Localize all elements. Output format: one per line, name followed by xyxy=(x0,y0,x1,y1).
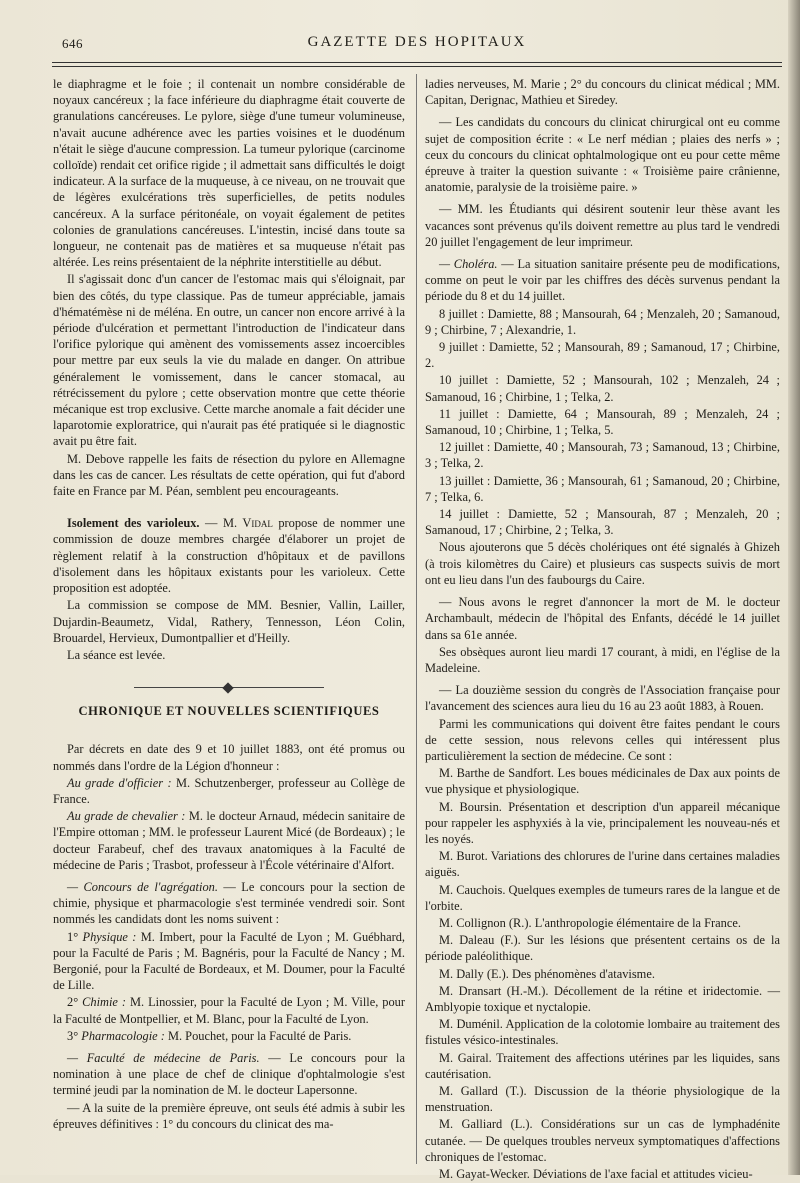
paragraph-text: M. Linossier, pour la Faculté de Lyon ; M. Ville, pour la Faculté de Montpellier, et M. Blanc, pour la Faculté de Lyon. xyxy=(53,995,405,1026)
communication-item: M. Boursin. Présentation et description d'un appareil mécanique pour rappeler les asphyxiés à la vie, principalement les nouveau-nés et les noyés. xyxy=(425,799,780,846)
italic-lead: Physique : xyxy=(82,929,137,944)
page-header xyxy=(52,32,782,58)
paragraph: ladies nerveuses, M. Marie ; 2° du concours du clinicat médical ; MM. Capitan, Derignac, Mathieu et Siredey. xyxy=(425,77,780,108)
communication-item: M. Duménil. Application de la colotomie lombaire au traitement des fistules vésico-intestinales. xyxy=(425,1017,780,1048)
column-divider xyxy=(416,74,417,1164)
communication-item: M. Galliard (L.). Considérations sur un cas de lymphadénite cutanée. — De quelques troubles nerveux symptomatiques d'affections chroniques de l'estomac. xyxy=(425,1117,780,1164)
page-number: 646 xyxy=(62,36,83,51)
paragraph: Nous ajouterons que 5 décès cholériques ont été signalés à Ghizeh (à trois kilomètres du Caire) et plusieurs cas suspects suivis de mort ont eu lieu dans l'un des faubourgs du Caire. xyxy=(425,540,780,587)
paragraph-text: M. Pouchet, pour la Faculté de Paris. xyxy=(164,1028,352,1043)
paragraph: M. Debove rappelle les faits de résection du pylore en Allemagne dans les cas de cancer. Les résultats de cette opération, qui fut d'abord faite en France par M. Péan, semblent peu encourageants. xyxy=(53,451,405,499)
section-lead: Isolement des varioleux. xyxy=(67,516,200,531)
right-column xyxy=(425,76,780,1183)
italic-lead: Au grade de chevalier : xyxy=(67,809,186,824)
paragraph xyxy=(53,1050,405,1099)
cholera-entry: 10 juillet : Damiette, 52 ; Mansourah, 102 ; Menzaleh, 24 ; Samanoud, 16 ; Chirbine, 1 ; Telka, 2. xyxy=(425,373,780,404)
communication-item: M. Barthe de Sandfort. Les boues médicinales de Dax aux points de vue physique et physiologique. xyxy=(425,766,780,797)
dash: — xyxy=(199,516,223,531)
paragraph: — MM. les Étudiants qui désirent soutenir leur thèse avant les vacances sont prévenus qu'ils doivent remettre au plus tard le vendredi 20 juillet l'engagement de leur imprimeur. xyxy=(425,202,780,249)
cholera-entry: 11 juillet : Damiette, 64 ; Mansourah, 89 ; Menzaleh, 24 ; Samanoud, 10 ; Chirbine, 1 ; Telka, 5. xyxy=(425,406,780,438)
cholera-entry: 9 juillet : Damiette, 52 ; Mansourah, 89 ; Samanoud, 17 ; Chirbine, 2. xyxy=(425,340,780,371)
paragraph: La commission se compose de MM. Besnier, Vallin, Lailler, Dujardin-Beaumetz, Vidal, Rathery, Tennesson, Léon Colin, Brouardel, Hervieux, Dumontpallier et d'Heilly. xyxy=(53,598,405,645)
cholera-entry: 12 juillet : Damiette, 40 ; Mansourah, 73 ; Samanoud, 13 ; Chirbine, 3 ; Telka, 2. xyxy=(425,440,780,471)
paragraph-text: — Le concours pour la section de chimie, physique et pharmacologie s'est terminée vendredi soir. Sont nommés les candidats dont les noms suivent : xyxy=(53,879,405,927)
paragraph-text: M. Imbert, pour la Faculté de Lyon ; M. Guébhard, pour la Faculté de Paris ; M. Bagnéris, pour la Faculté de Nancy ; M. Bergonié, pour la Faculté de Bordeaux, et M. Doumer, pour la Faculté de Lille. xyxy=(53,929,405,993)
italic-lead: Au grade d'officier : xyxy=(67,775,172,790)
paragraph xyxy=(53,994,405,1026)
ornament-diamond xyxy=(222,682,233,693)
paragraph xyxy=(425,256,780,305)
italic-lead: Chimie : xyxy=(82,995,127,1010)
communication-item: M. Dally (E.). Des phénomènes d'atavisme. xyxy=(439,966,655,981)
paragraph-text: M. le docteur Arnaud, médecin sanitaire de l'Empire ottoman ; MM. le professeur Laurent Micé (de Bordeaux) ; le docteur Farabeuf, chef des travaux anatomiques à la Faculté de médecine de Paris ; Trasbot, professeur à l'École vétérinaire d'Alfort. xyxy=(53,809,405,872)
communication-item: M. Burot. Variations des chlorures de l'urine dans certaines maladies aiguës. xyxy=(425,849,780,880)
left-column xyxy=(53,76,405,1133)
paragraph xyxy=(53,1028,405,1044)
paragraph-varioleux xyxy=(53,515,405,596)
cholera-entry: 8 juillet : Damiette, 88 ; Mansourah, 64 ; Menzaleh, 20 ; Samanoud, 9 ; Chirbine, 7 ; Alexandrie, 1. xyxy=(425,306,780,337)
communication-item: M. Daleau (F.). Sur les lésions que présentent certains os de la période paléolithique. xyxy=(425,933,780,964)
paragraph-text: M. Schutzenberger, professeur au Collège de France. xyxy=(53,775,405,806)
communication-item: M. Dransart (H.-M.). Décollement de la rétine et iridectomie. — Amblyopie toxique et nyctalopie. xyxy=(425,983,780,1014)
communication-item: M. Gallard (T.). Discussion de la théorie physiologique de la menstruation. xyxy=(425,1083,780,1115)
paragraph-text: — La situation sanitaire présente peu de modifications, comme on peut le voir par les chiffres des décès survenus pendant la période du 8 et du 14 juillet. xyxy=(425,257,780,304)
italic-lead: — Choléra. xyxy=(439,257,498,272)
paragraph xyxy=(53,775,405,807)
italic-lead: Pharmacologie : xyxy=(81,1028,165,1043)
list-number: 2° xyxy=(67,995,83,1010)
communication-item: M. Cauchois. Quelques exemples de tumeurs rares de la langue et de l'orbite. xyxy=(425,882,780,913)
paragraph: — A la suite de la première épreuve, ont seuls été admis à subir les épreuves définitives : 1° du concours du clinicat des ma- xyxy=(53,1100,405,1131)
page-edge-shadow xyxy=(788,0,800,1175)
paragraph: Par décrets en date des 9 et 10 juillet 1883, ont été promus ou nommés dans l'ordre de la Légion d'honneur : xyxy=(53,742,405,773)
header-rule-thin xyxy=(52,66,782,67)
paragraph xyxy=(53,879,405,928)
italic-lead: — Concours de l'agrégation. xyxy=(67,879,218,894)
paragraph: Parmi les communications qui doivent être faites pendant le cours de cette session, nous relevons celles qui intéressent plus particulièrement la section de médecine. Ce sont : xyxy=(425,716,780,763)
header-rule xyxy=(52,62,782,63)
paragraph: — La douzième session du congrès de l'Association française pour l'avancement des sciences aura lieu du 16 au 23 août 1883, à Rouen. xyxy=(425,683,780,714)
communication-item: M. Gayat-Wecker. Déviations de l'axe facial et attitudes vicieu- xyxy=(439,1167,753,1181)
paragraph: Il s'agissait donc d'un cancer de l'estomac mais qui s'éloignait, par bien des côtés, du type classique. Pas de tumeur appréciable, jamais d'hématémèse ni de méléna. En outre, un cancer non encore arrivé à la période d'ulcération et permettant l'introduction de l'indicateur dans l'orifice pylorique qui amènent des vomissements assez incoercibles pour mettre par eux seuls la vie du malade en danger. On attribue généralement le vomissement, dans le cancer stomacal, au rétrécissement du pylore ; cette observation montre que cette théorie mécanique est trop exclusive. Cette marche anomale a fait décider une laparotomie exploratrice, qui n'aurait pas été pratiquée si le diagnostic avait pu être fait. xyxy=(53,272,405,449)
author-name: M. Vidal xyxy=(222,516,273,531)
communication-item: M. Gairal. Traitement des affections utérines par les liquides, sans cautérisation. xyxy=(425,1050,780,1081)
paragraph: le diaphragme et le foie ; il contenait un nombre considérable de noyaux cancéreux ; la face inférieure du diaphragme était couverte de granulations cancéreuses. Le pylore, siège d'une tumeur volumineuse, n'avait aucune adhérence avec les parties voisines et le duodénum n'était le siège d'aucune compression. La tumeur pylorique (carcinome colloïde) rendait cet orifice rigide ; il admettait sans difficultés le doigt indicateur. A la surface de la muqueuse, à ce niveau, on ne trouvait que de légères exulcérations très superficielles, de petits nodules cancéreux. A la surface péritonéale, on voyait également de petites colonies de granulations cancéreuses. L'intestin, incisé dans toute sa longueur, ne contenait pas de matières et sa muqueuse n'était pas altérée. Les reins présentaient de la néphrite interstitielle au début. xyxy=(53,77,405,270)
ornament-divider xyxy=(134,683,324,693)
paragraph: — Nous avons le regret d'annoncer la mort de M. le docteur Archambault, médecin de l'hôpital des Enfants, décédé le 14 juillet dans sa 61e année. xyxy=(425,595,780,642)
journal-title: GAZETTE DES HOPITAUX xyxy=(307,34,527,50)
paragraph: — Les candidats du concours du clinicat chirurgical ont eu comme sujet de composition écrite : « Le nerf médian ; plaies des nerfs » ; ceux du concours du clinicat ophtalmologique ont eu pour cette même épreuve à traiter la question suivante : « Troisième paire crânienne, anatomie, paralysie de la troisième paire. » xyxy=(425,115,780,195)
paragraph-text: — Le concours pour la nomination à une place de chef de clinique d'ophtalmologie s'est terminé jeudi par la nomination de M. le docteur Lapersonne. xyxy=(53,1050,405,1098)
paragraph: Ses obsèques auront lieu mardi 17 courant, à midi, en l'église de la Madeleine. xyxy=(425,644,780,675)
cholera-entry: 14 juillet : Damiette, 52 ; Mansourah, 87 ; Menzaleh, 20 ; Samanoud, 17 ; Chirbine, 2 ; Telka, 3. xyxy=(425,507,780,538)
paragraph xyxy=(53,808,405,873)
paragraph xyxy=(53,929,405,994)
communication-item: M. Collignon (R.). L'anthropologie élémentaire de la France. xyxy=(439,915,741,930)
paragraph-text: propose de nommer une commission de douze membres chargée d'élaborer un projet de règlement relatif à la construction d'hôpitaux et de pavillons d'isolement dans les hôpitaux existants pour les varioleux. Cette proposition est adoptée. xyxy=(53,516,406,596)
list-number: 1° xyxy=(67,929,83,944)
paragraph: La séance est levée. xyxy=(67,647,166,662)
cholera-entry: 13 juillet : Damiette, 36 ; Mansourah, 61 ; Samanoud, 20 ; Chirbine, 7 ; Telka, 6. xyxy=(425,473,780,504)
section-title: CHRONIQUE ET NOUVELLES SCIENTIFIQUES xyxy=(78,704,380,719)
list-number: 3° xyxy=(67,1028,82,1043)
italic-lead: — Faculté de médecine de Paris. xyxy=(67,1050,260,1065)
